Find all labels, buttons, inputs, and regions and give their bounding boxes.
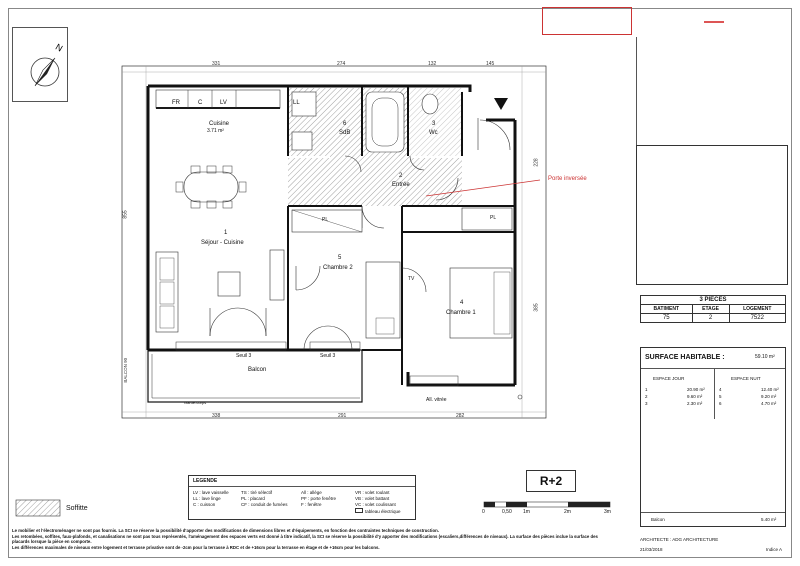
cuisine-name: Cuisine xyxy=(209,121,230,127)
label-lv: LV xyxy=(220,100,227,106)
dim-bottom-2: 291 xyxy=(338,413,347,419)
dim-right-1: 228 xyxy=(533,158,540,167)
surface-room-number: 5 xyxy=(719,394,722,399)
legend-col-1 xyxy=(193,490,229,508)
dim-bottom-1: 338 xyxy=(212,413,221,419)
legend-item: All : allège xyxy=(301,490,322,495)
garde-corps: Garde-corps xyxy=(184,400,207,405)
apartment-type: 3 PIECES xyxy=(641,296,786,305)
indice: Indice A xyxy=(766,547,783,552)
legend-title-line xyxy=(189,486,415,487)
legend-item: VC : volet coulissant xyxy=(355,502,396,507)
sejour-number: 1 xyxy=(224,230,228,236)
sdb-name: SdB xyxy=(339,130,351,136)
header-batiment: BATIMENT xyxy=(641,305,693,314)
legend-item: TS : tiré sélectif xyxy=(241,490,273,495)
porte-inversee: Porte inversée xyxy=(548,176,587,182)
architect: ARCHITECTE : ADG ARCHITECTURE xyxy=(640,537,719,542)
legend-item: PL : placard xyxy=(241,496,265,501)
legend-col-3 xyxy=(301,490,336,508)
entree-number: 2 xyxy=(399,173,403,179)
seuil-2: Seuil 3 xyxy=(320,353,336,359)
scale-2m: 2m xyxy=(564,509,571,515)
dim-top-4: 145 xyxy=(486,61,495,67)
scale-050: 0,50 xyxy=(502,509,512,515)
legend-item xyxy=(355,508,401,515)
surface-room-area: 4.70 m² xyxy=(761,401,777,406)
disclaimer-line-1: Le mobilier et l'électroménager ne sont pas fournis. La SCI se réserve la possibilité d'apporter des modifications de dimensions libres et d'équipements, en fonction des contraintes techniques de construction. xyxy=(12,528,439,533)
surface-room-area: 2.30 m² xyxy=(687,401,703,406)
level-box xyxy=(526,470,576,492)
sdb-number: 6 xyxy=(343,121,347,127)
surface-room-number: 6 xyxy=(719,401,722,406)
surface-value: 59.10 m² xyxy=(755,354,775,360)
entree-name: Entrée xyxy=(392,182,410,188)
label-c: C xyxy=(198,100,203,106)
legend-item: PF : porte fenêtre xyxy=(301,496,337,501)
cuisine-area: 3.71 m² xyxy=(207,128,224,134)
dim-top-3: 132 xyxy=(428,61,437,67)
espace-jour-label: ESPACE JOUR xyxy=(653,376,685,381)
legend-col-4 xyxy=(355,490,401,515)
surface-room-number: 3 xyxy=(645,401,648,406)
legend-item-text: tableau électrique xyxy=(365,509,401,514)
header-etage: ETAGE xyxy=(692,305,729,314)
placard-2: PL xyxy=(490,215,497,221)
disclaimer-line-3: Les différences maximales de niveaux entre logement et terrasse privative sont de -2cm pour la terrasse à RDC et de +16cm pour la terrasse en étage et de +16cm pour les balcons. xyxy=(12,544,380,550)
balcon-label: Balcon xyxy=(651,517,665,522)
surface-room-number: 2 xyxy=(645,394,648,399)
wc-name: Wc xyxy=(429,130,438,136)
chambre2-number: 5 xyxy=(338,255,342,261)
legend-item: C : cuisson xyxy=(193,502,216,507)
legend-col-2 xyxy=(241,490,288,508)
soffite-label: Soffitte xyxy=(66,505,88,512)
legend-item: F : fenêtre xyxy=(301,502,322,507)
level-label: R+2 xyxy=(539,474,563,488)
balcon-dim: BALCON 90 xyxy=(123,357,129,383)
surface-room-number: 4 xyxy=(719,387,722,392)
dim-top-2: 274 xyxy=(337,61,346,67)
scale-0: 0 xyxy=(482,509,485,515)
label-ll: LL xyxy=(293,100,300,106)
logement-value: 7522 xyxy=(729,314,785,323)
sejour-name: Séjour - Cuisine xyxy=(201,240,244,246)
date: 21/03/2018 xyxy=(640,547,663,552)
chambre1-number: 4 xyxy=(460,300,464,306)
surface-room-area: 9.60 m² xyxy=(687,394,703,399)
surface-label: SURFACE HABITABLE : xyxy=(645,354,725,361)
disclaimer-line-2: Les retombées, soffites, faux-plafonds, et canalisations ne sont pas tous représentés, l'aménagement des espaces verts est donné à titre indicatif, la SCI se réserve la possibilité d'y apporter des modifications (escaliers,différences de niveaux). La surface des pièces inclue la surface des placards lorsque la pièce en comporte. xyxy=(12,533,598,545)
dim-left: 855 xyxy=(122,210,129,219)
chambre1-name: Chambre 1 xyxy=(446,310,476,316)
wc-number: 3 xyxy=(432,121,436,127)
balcon-value: 5.40 m² xyxy=(761,517,777,522)
header-logement: LOGEMENT xyxy=(729,305,785,314)
balcon-name: Balcon xyxy=(248,367,267,373)
scale-1m: 1m xyxy=(523,509,530,515)
legend-item: LV : lave vaisselle xyxy=(193,490,229,495)
legend-title: LEGENDE xyxy=(193,478,218,484)
dim-right-2: 385 xyxy=(533,303,540,312)
placard-1: PL xyxy=(322,217,329,223)
chambre2-name: Chambre 2 xyxy=(323,265,353,271)
svg-text:N: N xyxy=(53,41,65,54)
surface-room-area: 12.40 m² xyxy=(761,387,779,392)
legend-item: VB : volet battant xyxy=(355,496,390,501)
tv-label: TV xyxy=(408,276,415,282)
dim-top-1: 331 xyxy=(212,61,221,67)
espace-nuit-label: ESPACE NUIT xyxy=(731,376,761,381)
seuil-1: Seuil 3 xyxy=(236,353,252,359)
scale-3m: 3m xyxy=(604,509,611,515)
dim-bottom-3: 282 xyxy=(456,413,465,419)
surface-room-number: 1 xyxy=(645,387,648,392)
surface-room-area: 20.90 m² xyxy=(687,387,705,392)
electrical-panel-icon xyxy=(355,508,363,513)
batiment-value: 75 xyxy=(641,314,693,323)
disclaimer xyxy=(12,528,612,550)
legend-item: LL : lave linge xyxy=(193,496,221,501)
surface-room-area: 9.20 m² xyxy=(761,394,777,399)
legend-box xyxy=(188,475,416,520)
etage-value: 2 xyxy=(692,314,729,323)
legend-item: VR : volet roulant xyxy=(355,490,390,495)
label-fr: FR xyxy=(172,100,180,106)
legend-item: CF : conduit de fumées xyxy=(241,502,288,507)
all-vitree: All. vitrée xyxy=(426,397,447,403)
